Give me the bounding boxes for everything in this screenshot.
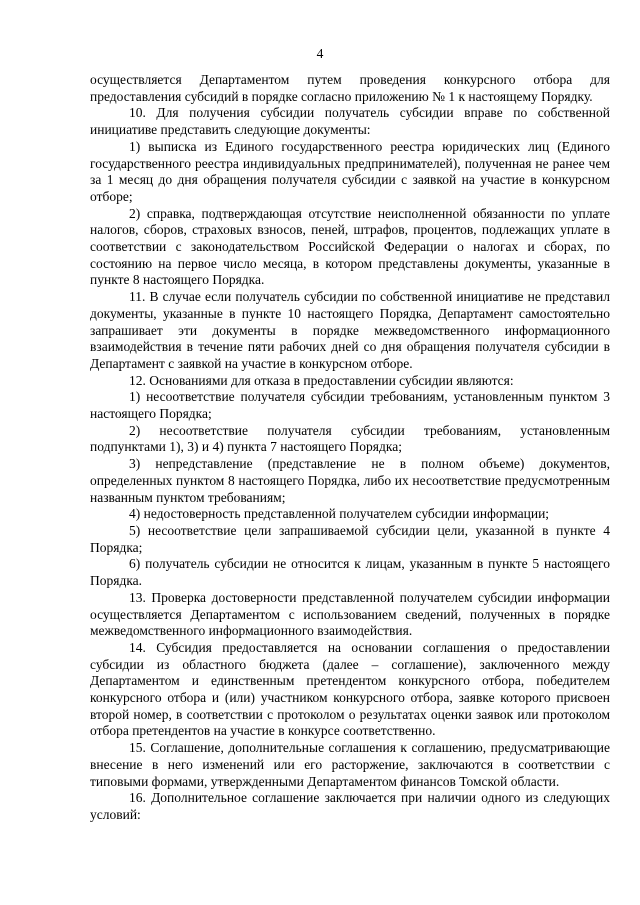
paragraph-item-12-1: 1) несоответствие получателя субсидии требованиям, установленным пунктом 3 настоящего Порядка;	[90, 389, 610, 422]
paragraph-item-11: 11. В случае если получатель субсидии по собственной инициативе не представил документы, указанные в пункте 10 настоящего Порядка, Департамент самостоятельно запрашивает эти документы в порядке межведомственного информационного взаимодействия в течение пяти рабочих дней со дня обращения получателя субсидии в Департамент с заявкой на участие в конкурсном отборе.	[90, 289, 610, 371]
paragraph-item-16: 16. Дополнительное соглашение заключается при наличии одного из следующих условий:	[90, 790, 610, 822]
document-body	[90, 72, 610, 824]
paragraph-item-12-2: 2) несоответствие получателя субсидии требованиям, установленным подпунктами 1), 3) и 4) пункта 7 настоящего Порядка;	[90, 422, 610, 455]
paragraph-item-12: 12. Основаниями для отказа в предоставлении субсидии являются:	[129, 372, 514, 388]
paragraph-item-14: 14. Субсидия предоставляется на основании соглашения о предоставлении субсидии из областного бюджета (далее – соглашение), заключенного между Департаментом и единственным претендентом конкурсного отбора, победителем конкурсного отбора и (или) участником конкурсного отбора, заявке которого присвоен второй номер, в соответствии с протоколом о результатах оценки заявок или протоколом отбора претендентов на участие в конкурсе соответственно.	[90, 639, 610, 739]
paragraph-item-12-6: 6) получатель субсидии не относится к лицам, указанным в пункте 5 настоящего Порядка.	[90, 556, 610, 589]
paragraph-item-10-2: 2) справка, подтверждающая отсутствие неисполненной обязанности по уплате налогов, сборов, страховых взносов, пеней, штрафов, процентов, подлежащих уплате в соответствии с законодательством Российской Федерации о налогах и сборах, по состоянию на первое число месяца, в котором представлены документы, указанные в пункте 8 настоящего Порядка.	[90, 205, 610, 288]
paragraph-item-15: 15. Соглашение, дополнительные соглашения к соглашению, предусматривающие внесение в него изменений или его расторжение, заключаются в соответствии с типовыми формами, утвержденными Департаментом финансов Томской области.	[90, 740, 610, 789]
paragraph-item-10: 10. Для получения субсидии получатель субсидии вправе по собственной инициативе представить следующие документы:	[90, 105, 610, 138]
paragraph-item-12-3: 3) непредставление (представление не в полном объеме) документов, определенных пунктом 8 настоящего Порядка, либо их несоответствие предусмотренным названным пунктом требованиям;	[90, 456, 610, 505]
paragraph-item-13: 13. Проверка достоверности представленной получателем субсидии информации осуществляется Департаментом с использованием сведений, полученных в порядке межведомственного информационного взаимодействия.	[90, 589, 610, 639]
paragraph-continuation: осуществляется Департаментом путем проведения конкурсного отбора для предоставления субсидий в порядке согласно приложению № 1 к настоящему Порядку.	[90, 72, 610, 104]
paragraph-item-12-4: 4) недостоверность представленной получателем субсидии информации;	[129, 506, 550, 522]
page-number: 4	[316, 46, 324, 61]
paragraph-item-12-5: 5) несоответствие цели запрашиваемой субсидии цели, указанной в пункте 4 Порядка;	[90, 522, 610, 555]
paragraph-item-10-1: 1) выписка из Единого государственного реестра юридических лиц (Единого государственного реестра индивидуальных предпринимателей), полученная не ранее чем за 1 месяц до дня обращения получателя субсидии с заявкой на участие в конкурсном отборе;	[90, 138, 610, 204]
